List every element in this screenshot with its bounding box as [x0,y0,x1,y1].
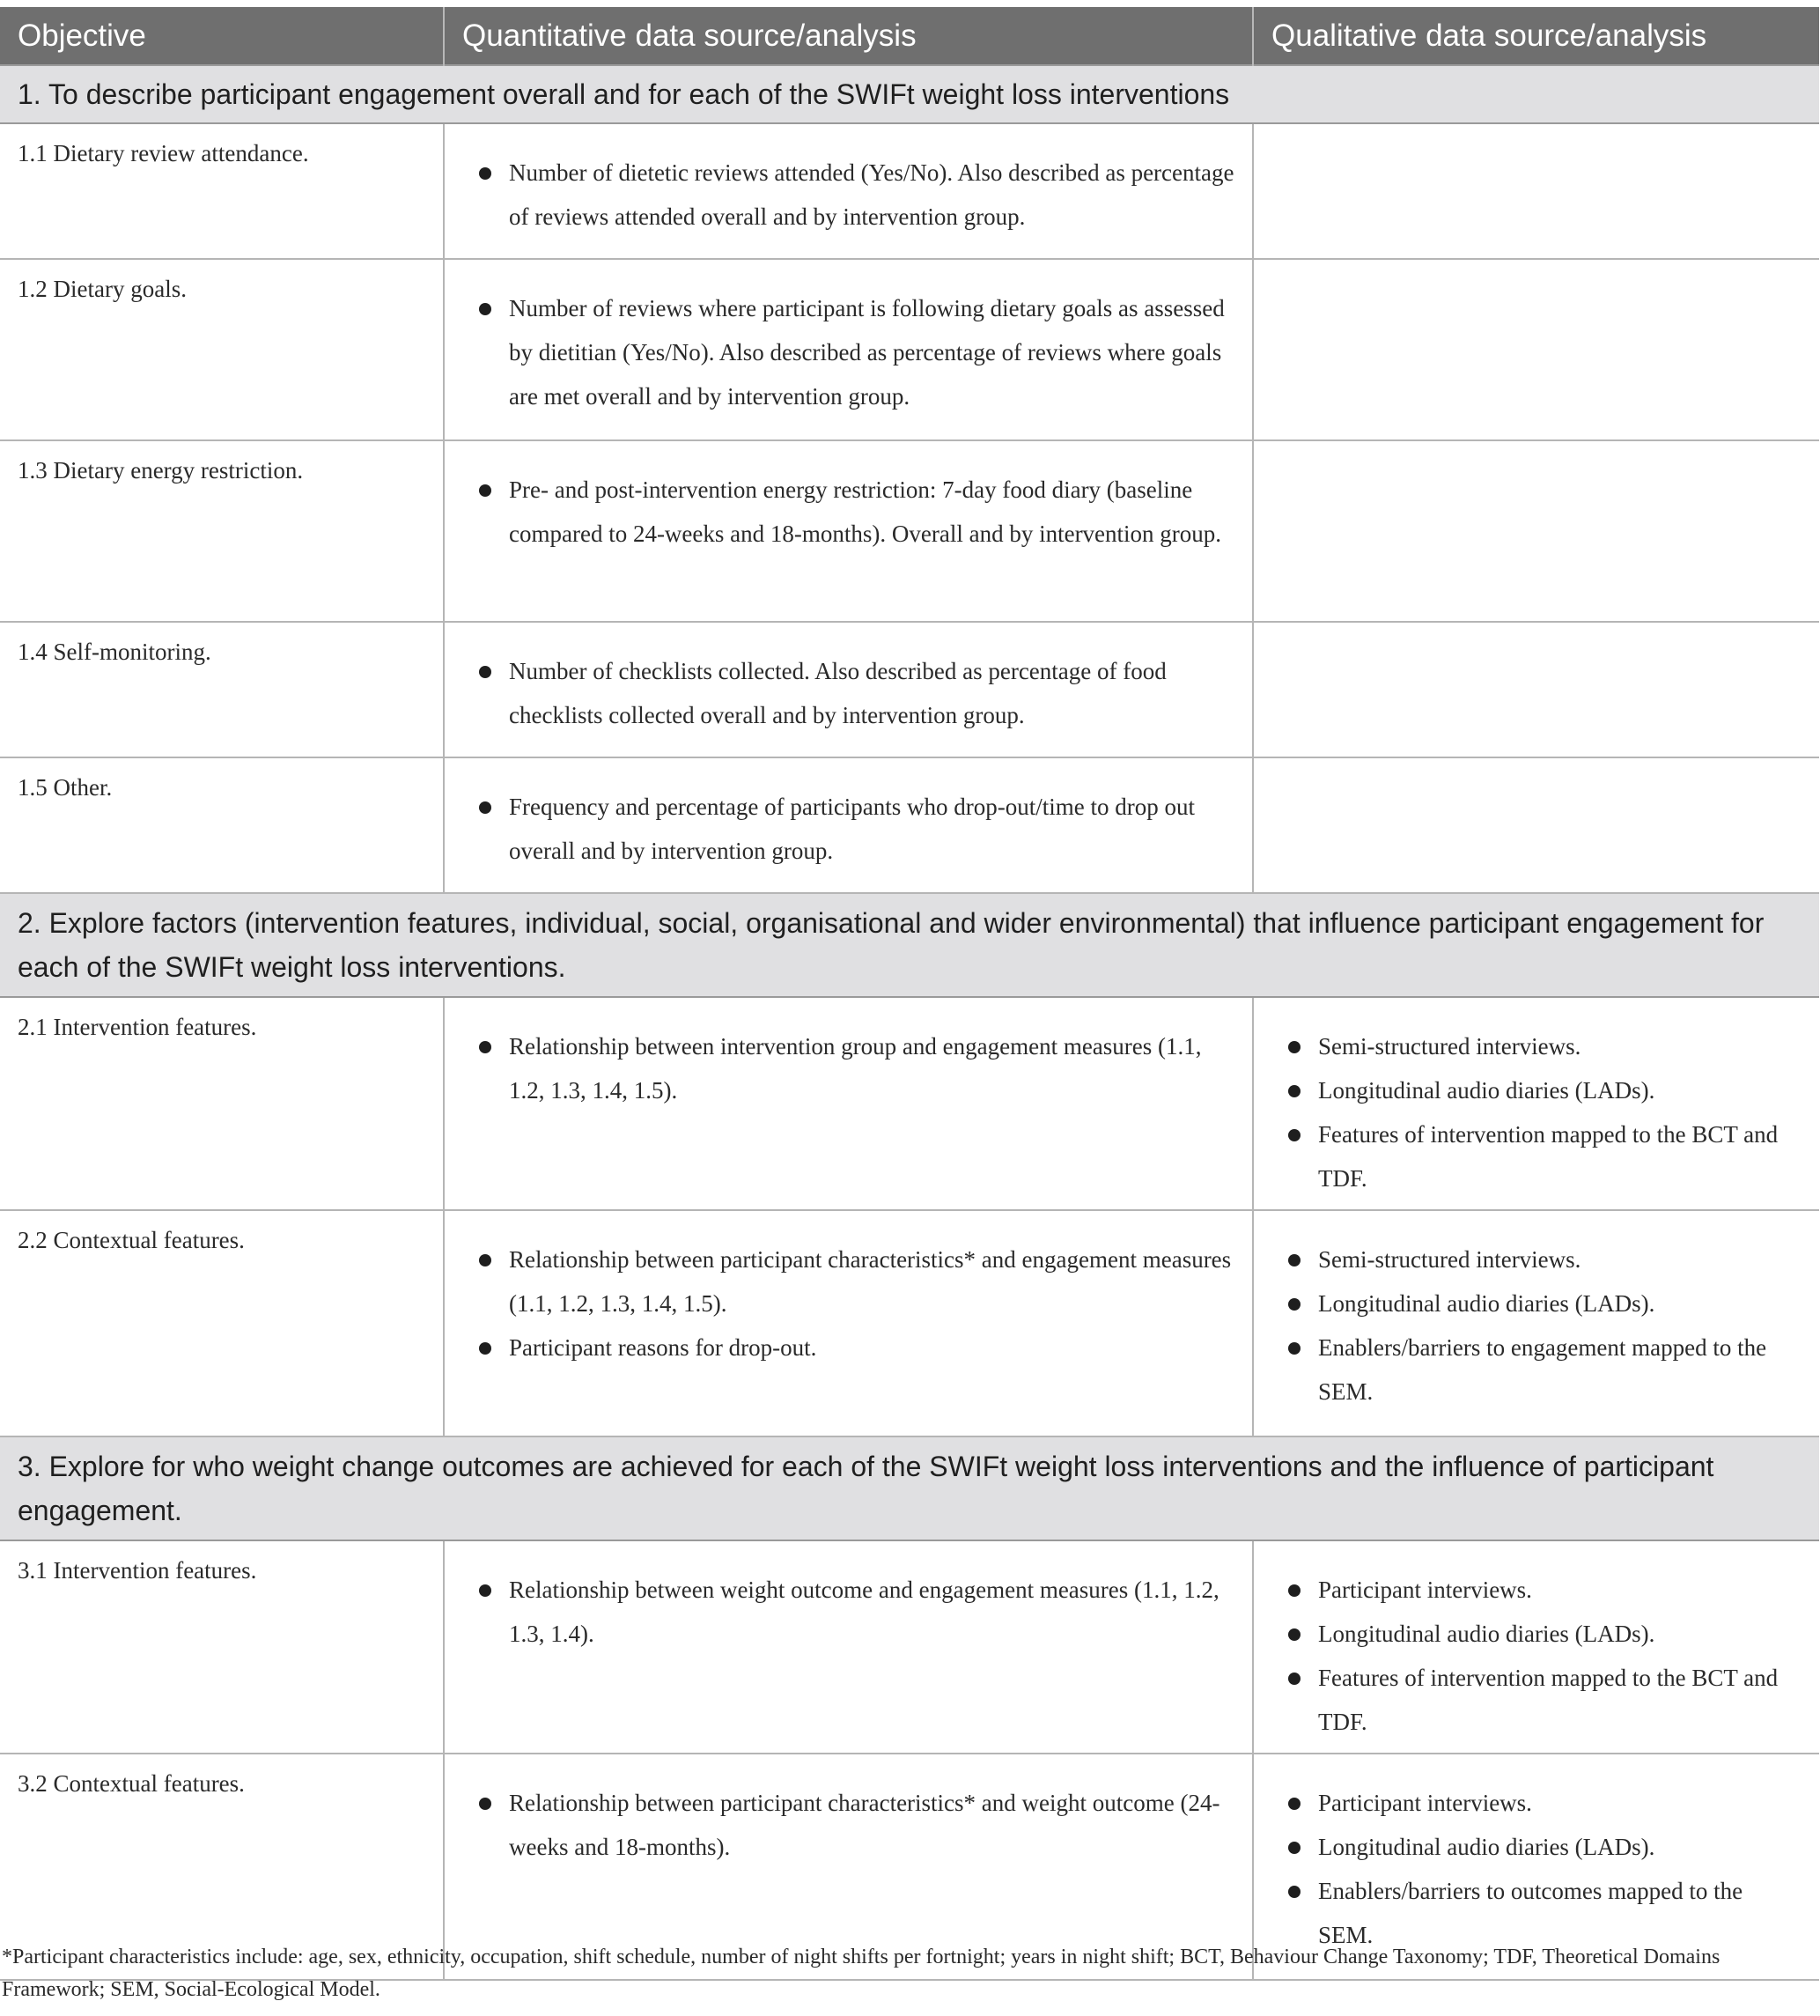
list-item: Pre- and post-intervention energy restriction: 7-day food diary (baseline compared to 24-weeks and 18-months). Overall and by intervention group. [462,468,1234,556]
list-item: Semi-structured interviews. [1271,1024,1802,1068]
quantitative-list [462,286,1234,418]
section-title: 2. Explore factors (intervention features, individual, social, organisational and wider environmental) that influence participant engagement for each of the SWIFt weight loss interventions. [0,893,1819,997]
qualitative-cell [1253,123,1819,259]
objective-cell: 1.5 Other. [0,757,444,893]
list-item: Semi-structured interviews. [1271,1237,1802,1281]
header-objective: Objective [0,7,444,65]
section-header-row [0,1436,1819,1540]
qualitative-cell [1253,440,1819,622]
list-item: Features of intervention mapped to the BCT and TDF. [1271,1656,1802,1744]
quantitative-cell [444,1540,1253,1754]
list-item: Features of intervention mapped to the BCT and TDF. [1271,1112,1802,1200]
quantitative-cell [444,1210,1253,1436]
list-item: Relationship between participant characteristics* and engagement measures (1.1, 1.2, 1.3, 1.4, 1.5). [462,1237,1234,1326]
list-item: Longitudinal audio diaries (LADs). [1271,1068,1802,1112]
list-item: Enablers/barriers to engagement mapped to the SEM. [1271,1326,1802,1414]
table-body [0,65,1819,1980]
qualitative-list [1271,1568,1802,1744]
qualitative-cell [1253,1210,1819,1436]
qualitative-list [1271,1781,1802,1957]
table-row [0,1540,1819,1754]
qualitative-cell [1253,757,1819,893]
qualitative-cell [1253,622,1819,757]
list-item: Number of dietetic reviews attended (Yes/No). Also described as percentage of reviews attended overall and by intervention group. [462,151,1234,239]
objectives-table-container [0,7,1820,1981]
list-item: Longitudinal audio diaries (LADs). [1271,1281,1802,1326]
table-footnote: *Participant characteristics include: age, sex, ethnicity, occupation, shift schedule, number of night shifts per fortnight; years in night shift; BCT, Behaviour Change Taxonomy; TDF, Theoretical Domains Framework; SEM, Social-Ecological Model. [2,1946,1721,2001]
quantitative-list [462,468,1234,556]
table-header [0,7,1819,65]
quantitative-cell [444,259,1253,440]
objective-cell: 1.1 Dietary review attendance. [0,123,444,259]
header-qualitative: Qualitative data source/analysis [1253,7,1819,65]
quantitative-cell [444,757,1253,893]
qualitative-list [1271,1024,1802,1200]
objective-cell: 3.1 Intervention features. [0,1540,444,1754]
table-row [0,757,1819,893]
table-row [0,997,1819,1210]
list-item: Relationship between weight outcome and engagement measures (1.1, 1.2, 1.3, 1.4). [462,1568,1234,1656]
list-item: Participant interviews. [1271,1781,1802,1825]
section-header-row [0,65,1819,123]
qualitative-cell [1253,1540,1819,1754]
table-row [0,622,1819,757]
quantitative-cell [444,622,1253,757]
qualitative-cell [1253,997,1819,1210]
quantitative-cell [444,440,1253,622]
quantitative-list [462,785,1234,873]
table-row [0,259,1819,440]
quantitative-list [462,1024,1234,1112]
objective-cell: 1.3 Dietary energy restriction. [0,440,444,622]
objective-cell: 2.1 Intervention features. [0,997,444,1210]
quantitative-list [462,1568,1234,1656]
table-row [0,1210,1819,1436]
list-item: Participant reasons for drop-out. [462,1326,1234,1370]
quantitative-list [462,649,1234,737]
objective-cell: 2.2 Contextual features. [0,1210,444,1436]
list-item: Relationship between participant characteristics* and weight outcome (24-weeks and 18-months). [462,1781,1234,1869]
list-item: Longitudinal audio diaries (LADs). [1271,1825,1802,1869]
quantitative-list [462,151,1234,239]
quantitative-list [462,1781,1234,1869]
list-item: Number of checklists collected. Also described as percentage of food checklists collected overall and by intervention group. [462,649,1234,737]
table-row [0,440,1819,622]
section-title: 1. To describe participant engagement overall and for each of the SWIFt weight loss interventions [0,65,1819,123]
objective-cell: 1.4 Self-monitoring. [0,622,444,757]
list-item: Participant interviews. [1271,1568,1802,1612]
list-item: Frequency and percentage of participants who drop-out/time to drop out overall and by intervention group. [462,785,1234,873]
quantitative-cell [444,123,1253,259]
header-quantitative: Quantitative data source/analysis [444,7,1253,65]
quantitative-list [462,1237,1234,1370]
section-title: 3. Explore for who weight change outcomes are achieved for each of the SWIFt weight loss interventions and the influence of participant engagement. [0,1436,1819,1540]
qualitative-cell [1253,259,1819,440]
list-item: Longitudinal audio diaries (LADs). [1271,1612,1802,1656]
section-header-row [0,893,1819,997]
table-row [0,123,1819,259]
objective-cell: 3.2 Contextual features. [0,1754,444,1980]
list-item: Relationship between intervention group and engagement measures (1.1, 1.2, 1.3, 1.4, 1.5). [462,1024,1234,1112]
quantitative-cell [444,997,1253,1210]
qualitative-list [1271,1237,1802,1414]
objective-cell: 1.2 Dietary goals. [0,259,444,440]
list-item: Enablers/barriers to outcomes mapped to the SEM. [1271,1869,1802,1957]
objectives-table [0,7,1819,1981]
list-item: Number of reviews where participant is following dietary goals as assessed by dietitian (Yes/No). Also described as percentage of reviews where goals are met overall and by intervention group. [462,286,1234,418]
